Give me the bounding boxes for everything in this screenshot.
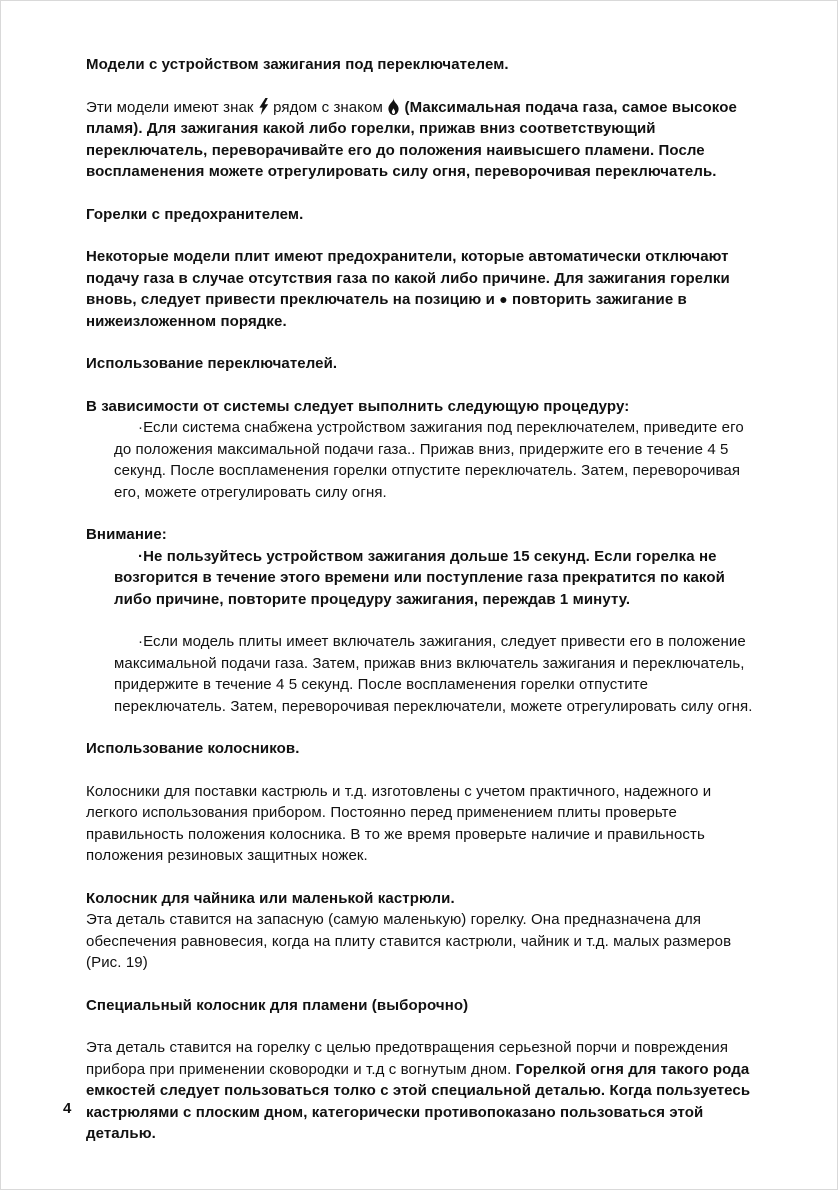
text-run: повторить зажигание в нижеизложенном порядке. <box>86 291 687 330</box>
para-special-grate <box>86 1037 763 1145</box>
lightning-icon <box>258 98 269 115</box>
text-run: В зависимости от системы следует выполнить следующую процедуру: <box>86 397 630 415</box>
text-run: Горелки с предохранителем. <box>86 205 304 223</box>
text-run: ·Не пользуйтесь устройством зажигания дольше 15 секунд. Если горелка не возгорится в течение этого времени или поступление газа прекратится по какой либо причине, повторите процедуру зажигания, переждав 1 минуту. <box>114 547 725 608</box>
flame-icon <box>387 98 400 115</box>
para-ignition-button <box>114 631 763 717</box>
document-content <box>86 54 763 1145</box>
dot-icon: ● <box>499 291 508 307</box>
text-run: Колосники для поставки кастрюль и т.д. изготовлены с учетом практичного, надежного и легкого использования прибором. Постоянно перед применением плиты проверьте правильность положения колосника. В то же время проверьте наличие и правильность положения резиновых защитных ножек. <box>86 782 712 864</box>
text-run: рядом с знаком <box>268 98 388 116</box>
text-run: ·Если модель плиты имеет включатель зажигания, следует привести его в положение максимальной подачи газа. Затем, прижав вниз включатель зажигания и переключатель, придержите в течение 4 5 секунд. После воспламенения горелки отпустите переключатель. Затем, переворочивая переключатели, можете отрегулировать силу огня. <box>114 633 753 715</box>
text-run: Использование колосников. <box>86 740 300 757</box>
para-procedure-under-switch <box>114 417 763 503</box>
heading-special-grate <box>86 995 763 1017</box>
heading-switch-usage <box>86 353 763 375</box>
text-run: Внимание: <box>86 526 167 543</box>
text-run: (Максимальная подача газа, самое высокое пламя). Для зажигания какой либо горелки, прижав вниз соответствующий переключатель, переворачивайте его до положения наивысшего пламени. После воспламенения можете отрегулировать силу огня, переворочивая переключатель. <box>86 98 737 180</box>
para-ignition-models <box>86 97 763 183</box>
text-run: Некоторые модели плит имеют предохранители, которые автоматически отключают подачу газа в случае отсутствия газа по какой либо причине. Для зажигания горелки вновь, следует привести преключатель на позицию и <box>86 248 730 308</box>
text-run: Эти модели имеют знак <box>86 98 258 116</box>
heading-attention <box>86 524 763 546</box>
text-run: ·Если система снабжена устройством зажигания под переключателем, приведите его до положения максимальной подачи газа.. Прижав вниз, придержите его в течение 4 5 секунд. После воспламенения горелки отпустите переключатель. Затем, переворочивая его, можете отрегулировать силу огня. <box>114 419 744 501</box>
text-run: Эта деталь ставится на запасную (самую маленькую) горелку. Она предназначена для обеспечения равновесия, когда на плиту ставится кастрюли, чайник и т.д. малых размеров (Рис. 19) <box>86 911 732 971</box>
heading-safety-burners <box>86 204 763 226</box>
heading-ignition-models <box>86 54 763 76</box>
page-number: 4 <box>63 1100 72 1117</box>
heading-grates-usage <box>86 738 763 760</box>
para-grates-usage <box>86 781 763 867</box>
heading-kettle-grate <box>86 888 763 910</box>
para-attention-warning <box>114 546 763 611</box>
para-safety-burners <box>86 246 763 332</box>
para-kettle-grate <box>86 909 763 974</box>
text-run: Колосник для чайника или маленькой кастрюли. <box>86 889 455 907</box>
text-run: Модели с устройством зажигания под переключателем. <box>86 56 509 73</box>
para-procedure-intro <box>86 396 763 418</box>
text-run: Использование переключателей. <box>86 355 338 372</box>
text-run: Эта деталь ставится на горелку с целью предотвращения серьезной порчи и повреждения прибора при применении сковородки и т.д с вогнутым дном. <box>86 1039 729 1078</box>
text-run: Специальный колосник для пламени (выборочно) <box>86 996 469 1014</box>
text-run: Горелкой огня для такого рода емкостей следует пользоваться толко с этой специальной деталью. Когда пользуетесь кастрюлями с плоским дном, категорически противопоказано пользоваться этой деталью. <box>86 1060 751 1142</box>
